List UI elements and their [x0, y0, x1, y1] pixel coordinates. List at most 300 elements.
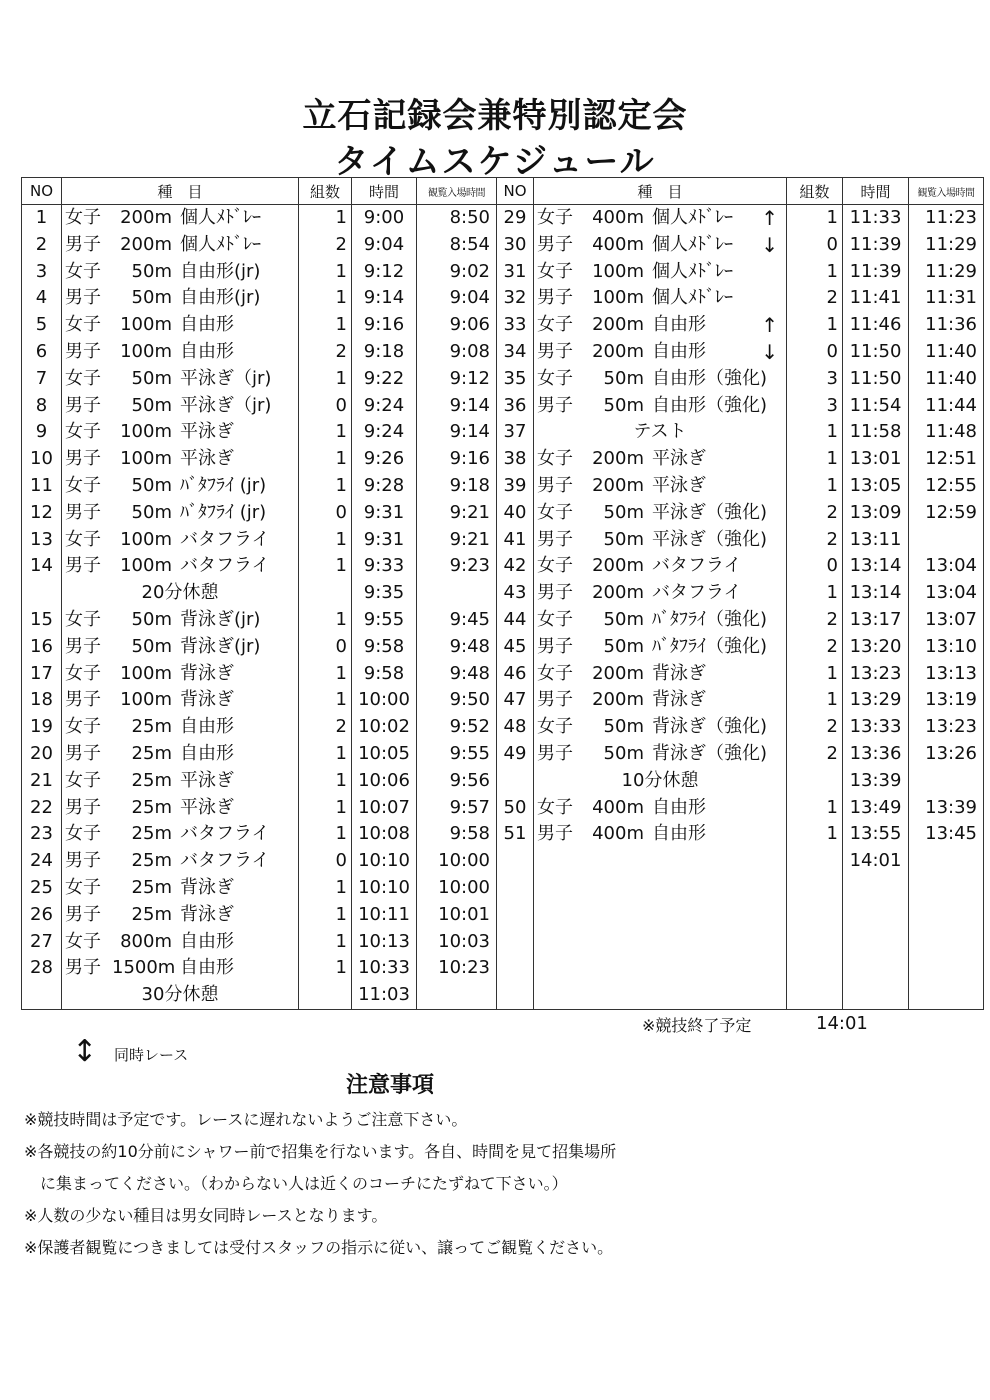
- event-sex: 女子: [537, 207, 573, 228]
- event-cell: [62, 607, 299, 634]
- start-time: 10:10: [352, 875, 417, 902]
- group-count: 1: [299, 955, 352, 982]
- audience-time: 9:55: [417, 741, 497, 768]
- row-number: 46: [497, 661, 534, 688]
- row-number: 29: [497, 205, 534, 232]
- group-count: 1: [787, 795, 843, 822]
- row-number: 12: [22, 500, 62, 527]
- start-time: 9:22: [352, 366, 417, 393]
- event-cell: [534, 687, 787, 714]
- group-count: 1: [299, 875, 352, 902]
- audience-time: 10:01: [417, 902, 497, 929]
- group-count: 1: [299, 473, 352, 500]
- event-cell: [62, 312, 299, 339]
- group-count: 0: [787, 553, 843, 580]
- audience-time: 11:40: [909, 366, 984, 393]
- table-row: [22, 285, 984, 312]
- event-cell: [62, 929, 299, 956]
- audience-time: 13:13: [909, 661, 984, 688]
- event-sex: 男子: [537, 635, 573, 657]
- table-row: [22, 259, 984, 286]
- start-time: 11:33: [843, 205, 909, 232]
- event-cell: [62, 768, 299, 795]
- event-sex: 女子: [65, 608, 101, 630]
- header-no: NO: [22, 178, 62, 205]
- event-cell: [534, 419, 787, 446]
- group-count: 1: [299, 446, 352, 473]
- start-time: 10:06: [352, 768, 417, 795]
- event-cell: [534, 232, 787, 259]
- start-time: 9:28: [352, 473, 417, 500]
- event-cell: [534, 875, 787, 902]
- event-distance: 200m: [120, 207, 172, 228]
- start-time: 11:39: [843, 232, 909, 259]
- audience-time: 9:56: [417, 768, 497, 795]
- event-cell: [534, 634, 787, 661]
- audience-time: 9:06: [417, 312, 497, 339]
- document-subtitle: タイムスケジュール: [334, 142, 656, 182]
- event-sex: 女子: [65, 930, 101, 952]
- event-distance: 50m: [603, 394, 644, 416]
- group-count: 2: [787, 527, 843, 554]
- start-time: 9:14: [352, 285, 417, 312]
- event-cell: [534, 446, 787, 473]
- row-number: 25: [22, 875, 62, 902]
- group-count: 1: [787, 821, 843, 848]
- event-sex: 女子: [65, 421, 101, 443]
- event-stroke: 平泳ぎ: [180, 796, 234, 818]
- table-row: [22, 366, 984, 393]
- audience-time: 11:29: [909, 259, 984, 286]
- event-distance: 100m: [120, 421, 172, 443]
- group-count: 2: [787, 500, 843, 527]
- event-sex: 女子: [65, 662, 101, 684]
- event-cell: [62, 393, 299, 420]
- event-sex: 男子: [65, 850, 101, 872]
- table-row: [22, 527, 984, 554]
- start-time: 11:03: [352, 982, 417, 1009]
- event-distance: 50m: [131, 635, 172, 657]
- table-row: [22, 902, 984, 929]
- event-stroke: 平泳ぎ: [180, 769, 234, 791]
- event-cell: [62, 902, 299, 929]
- row-number: 48: [497, 714, 534, 741]
- event-cell: [62, 500, 299, 527]
- start-time: 11:41: [843, 285, 909, 312]
- table-row: [22, 795, 984, 822]
- event-stroke: 自由形: [652, 340, 706, 362]
- end-note: ※競技終了予定: [642, 1016, 752, 1035]
- audience-time: 11:48: [909, 419, 984, 446]
- group-count: 1: [787, 312, 843, 339]
- event-cell: [534, 393, 787, 420]
- event-stroke: 個人ﾒﾄﾞﾚｰ: [180, 207, 261, 228]
- event-cell: [534, 982, 787, 1009]
- audience-time: 9:58: [417, 821, 497, 848]
- table-row: [22, 768, 984, 795]
- event-stroke: 平泳ぎ（jr): [180, 394, 272, 416]
- group-count: 2: [787, 741, 843, 768]
- group-count: 1: [787, 259, 843, 286]
- group-count: [787, 875, 843, 902]
- start-time: 13:55: [843, 821, 909, 848]
- event-stroke: 自由形: [180, 716, 234, 738]
- row-number: 40: [497, 500, 534, 527]
- event-stroke: 自由形: [180, 742, 234, 764]
- row-number: 47: [497, 687, 534, 714]
- start-time: 11:39: [843, 259, 909, 286]
- audience-time: 11:31: [909, 285, 984, 312]
- group-count: 0: [787, 232, 843, 259]
- table-row: [22, 580, 984, 607]
- audience-time: 9:08: [417, 339, 497, 366]
- event-sex: 男子: [65, 555, 101, 577]
- event-distance: 100m: [120, 340, 172, 362]
- audience-time: 9:50: [417, 687, 497, 714]
- notes-list: [24, 1104, 616, 1264]
- event-cell: [534, 741, 787, 768]
- event-cell: [534, 848, 787, 875]
- event-sex: 女子: [537, 501, 573, 523]
- event-sex: 女子: [65, 207, 101, 228]
- event-cell: [62, 795, 299, 822]
- event-sex: 男子: [65, 689, 101, 711]
- start-time: [843, 929, 909, 956]
- header-event: 種 目: [62, 178, 299, 205]
- event-stroke: 背泳ぎ(jr): [180, 635, 261, 657]
- event-distance: 25m: [131, 850, 172, 872]
- start-time: 10:05: [352, 741, 417, 768]
- group-count: 1: [299, 553, 352, 580]
- event-distance: 800m: [120, 930, 172, 952]
- rest-label: 20分休憩: [141, 582, 219, 604]
- event-cell: [62, 419, 299, 446]
- audience-time: 12:51: [909, 446, 984, 473]
- audience-time: 9:04: [417, 285, 497, 312]
- start-time: 13:01: [843, 446, 909, 473]
- audience-time: [909, 982, 984, 1009]
- row-number: [497, 875, 534, 902]
- event-sex: 女子: [65, 367, 101, 389]
- start-time: 9:31: [352, 527, 417, 554]
- row-number: [497, 929, 534, 956]
- row-number: 38: [497, 446, 534, 473]
- start-time: 11:50: [843, 339, 909, 366]
- event-sex: 女子: [537, 367, 573, 389]
- start-time: 9:04: [352, 232, 417, 259]
- start-time: 10:13: [352, 929, 417, 956]
- event-cell: [534, 955, 787, 982]
- start-time: 9:12: [352, 259, 417, 286]
- group-count: 1: [299, 795, 352, 822]
- table-row: [22, 714, 984, 741]
- event-sex: 男子: [537, 287, 573, 309]
- event-stroke: 平泳ぎ: [652, 474, 706, 496]
- start-time: 13:33: [843, 714, 909, 741]
- group-count: 2: [787, 634, 843, 661]
- group-count: [299, 580, 352, 607]
- start-time: 9:26: [352, 446, 417, 473]
- start-time: 10:02: [352, 714, 417, 741]
- event-stroke: 自由形: [180, 930, 234, 952]
- event-sex: 男子: [65, 635, 101, 657]
- start-time: 13:29: [843, 687, 909, 714]
- event-distance: 200m: [592, 340, 644, 362]
- table-row: [22, 634, 984, 661]
- table-row: [22, 607, 984, 634]
- row-number: 31: [497, 259, 534, 286]
- event-sex: 女子: [537, 448, 573, 470]
- event-stroke: 自由形: [652, 823, 706, 845]
- audience-time: [909, 955, 984, 982]
- header-time: 時間: [352, 178, 417, 205]
- event-cell: [534, 473, 787, 500]
- start-time: 11:50: [843, 366, 909, 393]
- event-distance: 50m: [603, 742, 644, 764]
- audience-time: 11:29: [909, 232, 984, 259]
- table-row: [22, 982, 984, 1009]
- group-count: 1: [299, 902, 352, 929]
- header-groups: 組数: [787, 178, 843, 205]
- arrow-up-icon: ↑: [761, 313, 778, 338]
- start-time: 13:39: [843, 768, 909, 795]
- arrow-up-icon: ↑: [761, 206, 778, 230]
- row-number: 30: [497, 232, 534, 259]
- header-event: 種 目: [534, 178, 787, 205]
- header-row: [22, 178, 984, 205]
- group-count: [787, 955, 843, 982]
- row-number: 13: [22, 527, 62, 554]
- start-time: 11:54: [843, 393, 909, 420]
- event-cell: [62, 982, 299, 1009]
- group-count: 1: [299, 741, 352, 768]
- event-cell: [62, 259, 299, 286]
- event-cell: [534, 768, 787, 795]
- event-stroke: 平泳ぎ（強化): [652, 528, 768, 550]
- event-sex: 男子: [65, 448, 101, 470]
- event-sex: 女子: [65, 260, 101, 282]
- arrow-down-icon: ↓: [761, 339, 778, 364]
- start-time: 10:07: [352, 795, 417, 822]
- group-count: 1: [787, 580, 843, 607]
- arrow-down-icon: ↓: [761, 232, 778, 257]
- start-time: 11:58: [843, 419, 909, 446]
- header-no: NO: [497, 178, 534, 205]
- audience-time: 12:55: [909, 473, 984, 500]
- row-number: 21: [22, 768, 62, 795]
- row-number: 43: [497, 580, 534, 607]
- audience-time: [909, 902, 984, 929]
- event-distance: 25m: [131, 742, 172, 764]
- event-distance: 50m: [603, 367, 644, 389]
- row-number: 14: [22, 553, 62, 580]
- group-count: 1: [299, 419, 352, 446]
- start-time: 13:20: [843, 634, 909, 661]
- event-distance: 50m: [131, 367, 172, 389]
- event-stroke: バタフライ: [652, 555, 742, 577]
- event-stroke: 背泳ぎ: [652, 689, 706, 711]
- group-count: 1: [787, 419, 843, 446]
- table-row: [22, 473, 984, 500]
- audience-time: 8:54: [417, 232, 497, 259]
- group-count: 3: [787, 393, 843, 420]
- group-count: [787, 929, 843, 956]
- start-time: 9:35: [352, 580, 417, 607]
- event-sex: 男子: [537, 394, 573, 416]
- event-sex: 男子: [65, 233, 101, 255]
- event-sex: 男子: [65, 501, 101, 523]
- group-count: [787, 848, 843, 875]
- event-cell: [62, 634, 299, 661]
- start-time: 9:18: [352, 339, 417, 366]
- row-number: [497, 955, 534, 982]
- row-number: [22, 580, 62, 607]
- event-sex: 男子: [537, 474, 573, 496]
- event-stroke: 自由形: [652, 314, 706, 336]
- start-time: 13:09: [843, 500, 909, 527]
- event-distance: 200m: [592, 448, 644, 470]
- group-count: 0: [787, 339, 843, 366]
- header-time: 時間: [843, 178, 909, 205]
- start-time: [843, 955, 909, 982]
- group-count: 1: [299, 821, 352, 848]
- event-sex: 女子: [65, 528, 101, 550]
- audience-time: [909, 527, 984, 554]
- event-cell: [62, 473, 299, 500]
- start-time: [843, 902, 909, 929]
- row-number: 45: [497, 634, 534, 661]
- event-sex: 男子: [537, 233, 573, 255]
- table-row: [22, 848, 984, 875]
- header-audience: 観覧入場時間: [909, 178, 984, 205]
- row-number: 17: [22, 661, 62, 688]
- start-time: 9:31: [352, 500, 417, 527]
- row-number: 27: [22, 929, 62, 956]
- event-sex: 男子: [65, 796, 101, 818]
- audience-time: 13:19: [909, 687, 984, 714]
- audience-time: 11:40: [909, 339, 984, 366]
- row-number: 44: [497, 607, 534, 634]
- audience-time: 9:57: [417, 795, 497, 822]
- start-time: 14:01: [843, 848, 909, 875]
- row-number: [497, 902, 534, 929]
- event-distance: 50m: [603, 716, 644, 738]
- row-number: 33: [497, 312, 534, 339]
- event-distance: 25m: [131, 903, 172, 925]
- audience-time: [909, 875, 984, 902]
- start-time: 10:10: [352, 848, 417, 875]
- event-distance: 50m: [603, 608, 644, 630]
- audience-time: 9:16: [417, 446, 497, 473]
- event-cell: [62, 339, 299, 366]
- group-count: 2: [299, 232, 352, 259]
- event-stroke: 背泳ぎ（強化): [652, 716, 768, 738]
- event-distance: 25m: [131, 823, 172, 845]
- event-sex: 男子: [537, 340, 573, 362]
- row-number: 41: [497, 527, 534, 554]
- event-cell: [534, 339, 787, 366]
- row-number: 22: [22, 795, 62, 822]
- event-cell: [534, 366, 787, 393]
- event-sex: 女子: [537, 314, 573, 336]
- row-number: 49: [497, 741, 534, 768]
- event-stroke: バタフライ: [652, 582, 742, 604]
- event-sex: 男子: [65, 957, 101, 979]
- event-stroke: 平泳ぎ（強化): [652, 501, 768, 523]
- start-time: [843, 875, 909, 902]
- group-count: 0: [299, 634, 352, 661]
- rest-label: テスト: [633, 421, 687, 443]
- event-cell: [534, 500, 787, 527]
- group-count: [299, 982, 352, 1009]
- audience-time: [417, 580, 497, 607]
- start-time: 9:16: [352, 312, 417, 339]
- audience-time: [909, 848, 984, 875]
- group-count: 1: [299, 366, 352, 393]
- note-item: ※競技時間は予定です。レースに遅れないようご注意下さい。: [24, 1110, 468, 1129]
- audience-time: 10:00: [417, 848, 497, 875]
- group-count: 1: [299, 205, 352, 232]
- event-distance: 200m: [592, 689, 644, 711]
- event-stroke: 自由形: [180, 340, 234, 362]
- event-stroke: 個人ﾒﾄﾞﾚｰ: [652, 260, 733, 282]
- group-count: [787, 768, 843, 795]
- note-item: ※人数の少ない種目は男女同時レースとなります。: [24, 1206, 388, 1225]
- event-distance: 25m: [131, 769, 172, 791]
- event-cell: [62, 875, 299, 902]
- audience-time: 13:07: [909, 607, 984, 634]
- event-cell: [534, 795, 787, 822]
- row-number: 39: [497, 473, 534, 500]
- audience-time: 11:23: [909, 205, 984, 232]
- start-time: 9:55: [352, 607, 417, 634]
- event-distance: 50m: [131, 287, 172, 309]
- event-cell: [534, 527, 787, 554]
- table-row: [22, 500, 984, 527]
- row-number: 18: [22, 687, 62, 714]
- event-sex: 男子: [537, 823, 573, 845]
- table-row: [22, 232, 984, 259]
- start-time: 9:58: [352, 634, 417, 661]
- audience-time: 9:21: [417, 527, 497, 554]
- event-stroke: 背泳ぎ: [180, 689, 234, 711]
- start-time: 13:23: [843, 661, 909, 688]
- event-sex: 女子: [537, 716, 573, 738]
- header-groups: 組数: [299, 178, 352, 205]
- event-distance: 200m: [592, 314, 644, 336]
- start-time: 13:11: [843, 527, 909, 554]
- start-time: 13:05: [843, 473, 909, 500]
- audience-time: 9:21: [417, 500, 497, 527]
- table-row: [22, 393, 984, 420]
- event-stroke: 個人ﾒﾄﾞﾚｰ: [652, 287, 733, 309]
- event-stroke: 平泳ぎ: [180, 421, 234, 443]
- event-distance: 1500m: [112, 957, 176, 979]
- event-cell: [62, 848, 299, 875]
- row-number: [22, 982, 62, 1009]
- row-number: 15: [22, 607, 62, 634]
- event-cell: [534, 929, 787, 956]
- event-sex: 女子: [65, 314, 101, 336]
- row-number: 11: [22, 473, 62, 500]
- event-cell: [62, 741, 299, 768]
- document-title: 立石記録会兼特別認定会: [302, 96, 688, 136]
- audience-time: 11:36: [909, 312, 984, 339]
- row-number: 8: [22, 393, 62, 420]
- row-number: 5: [22, 312, 62, 339]
- row-number: 26: [22, 902, 62, 929]
- event-stroke: 自由形(jr): [180, 260, 261, 282]
